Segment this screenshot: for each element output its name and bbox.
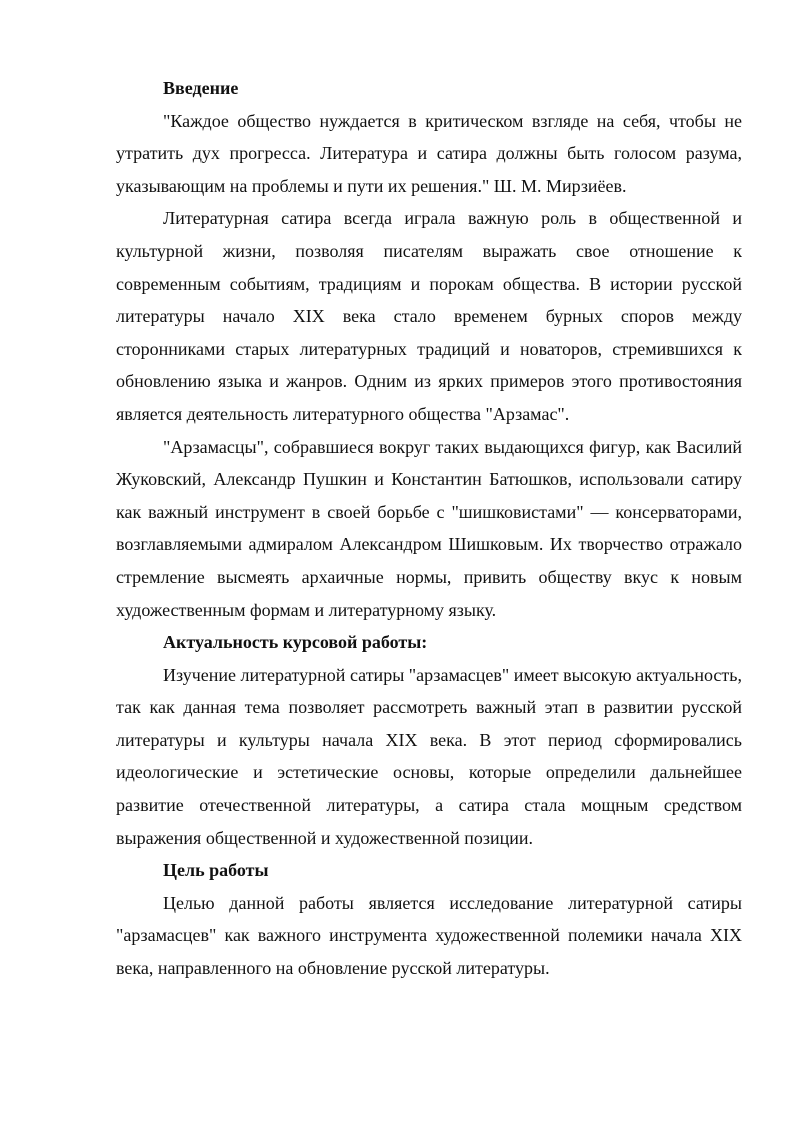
section-heading-introduction: Введение: [163, 78, 239, 98]
body-paragraph: Изучение литературной сатиры "арзамасцев" имеет высокую актуальность, так как данная тема позволяет рассмотреть важный этап в развитии русской литературы и культуры начала XIX века. В этот период сформировались идеологические и эстетические основы, которые определили дальнейшее развитие отечественной литературы, а сатира стала мощным средством выражения общественной и художественной позиции.: [116, 664, 742, 848]
body-paragraph: Литературная сатира всегда играла важную роль в общественной и культурной жизни, позволяя писателям выражать свое отношение к современным событиям, традициям и порокам общества. В истории русской литературы начало XIX века стало временем бурных споров между сторонниками старых литературных традиций и новаторов, стремившихся к обновлению языка и жанров. Одним из ярких примеров этого противостояния является деятельность литературного общества "Арзамас".: [116, 208, 742, 424]
epigraph-paragraph: "Каждое общество нуждается в критическом взгляде на себя, чтобы не утратить дух прогресса. Литература и сатира должны быть голосом разума, указывающим на проблемы и пути их решения." Ш. М. Мирзиёев.: [116, 110, 742, 196]
section-heading-goal: Цель работы: [163, 860, 269, 881]
document-page: [116, 72, 742, 985]
body-paragraph: Целью данной работы является исследование литературной сатиры "арзамасцев" как важного инструмента художественной полемики начала XIX века, направленного на обновление русской литературы.: [116, 892, 742, 979]
section-heading-relevance: Актуальность курсовой работы:: [163, 632, 428, 653]
body-paragraph: "Арзамасцы", собравшиеся вокруг таких выдающихся фигур, как Василий Жуковский, Александр Пушкин и Константин Батюшков, использовали сатиру как важный инструмент в своей борьбе с "шишковистами" — консерваторами, возглавляемыми адмиралом Александром Шишковым. Их творчество отражало стремление высмеять архаичные нормы, привить обществу вкус к новым художественным формам и литературному языку.: [116, 436, 742, 620]
